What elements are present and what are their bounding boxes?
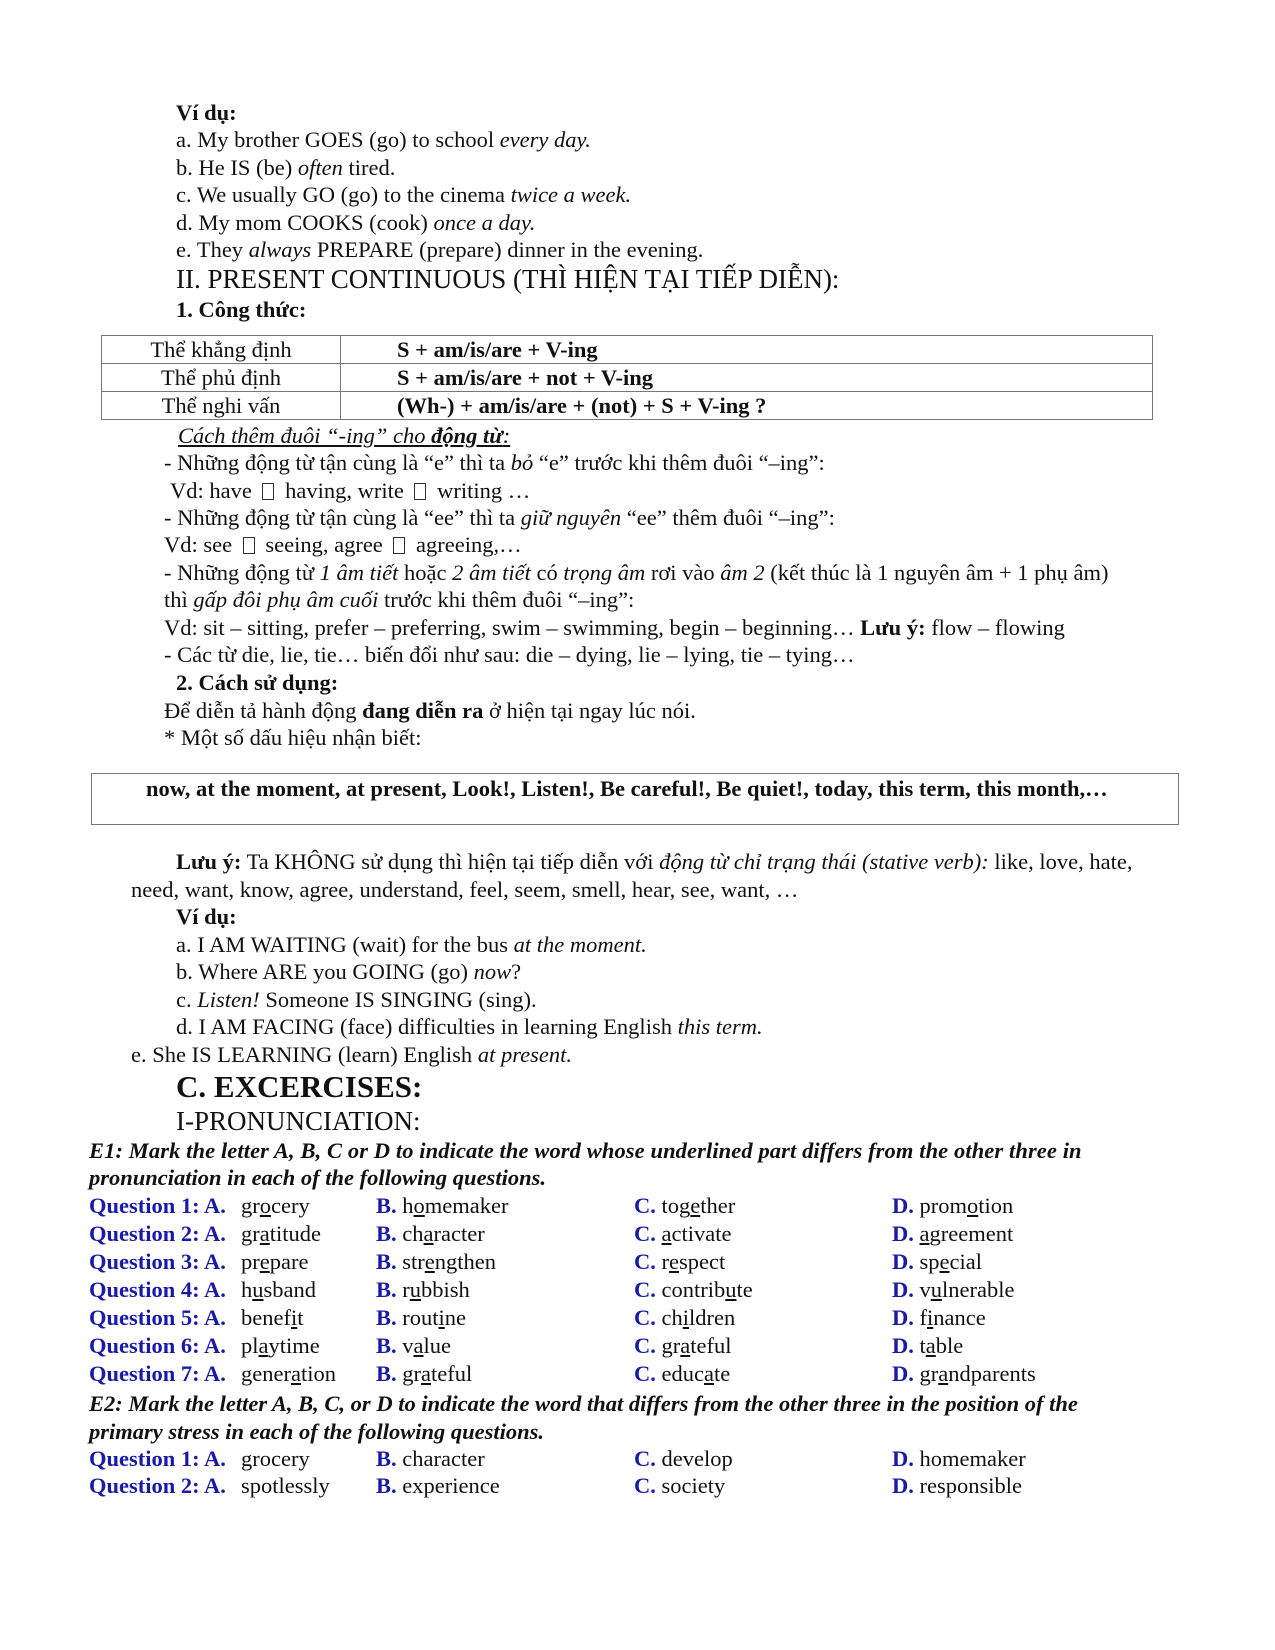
option-word: grandparents xyxy=(919,1361,1036,1386)
option-word: grocery xyxy=(241,1446,310,1471)
formula-table xyxy=(101,335,1153,420)
option-word: responsible xyxy=(919,1473,1022,1498)
stative-note-cont: need, want, know, agree, understand, feel, seem, smell, hear, see, want, … xyxy=(131,877,799,902)
option-b xyxy=(376,1445,485,1473)
option-word: prepare xyxy=(241,1249,309,1274)
ing-rule-2-example: Vd: see seeing, agree agreeing,… xyxy=(164,532,522,557)
pc-example-a: a. I AM WAITING (wait) for the bus at the moment. xyxy=(176,932,647,957)
option-letter: B. xyxy=(376,1249,403,1274)
example-e: e. They always PREPARE (prepare) dinner in the evening. xyxy=(176,237,704,262)
section-heading: II. PRESENT CONTINUOUS (THÌ HIỆN TẠI TIẾP DIỄN): xyxy=(176,264,840,294)
formula-kind: Thể nghi vấn xyxy=(102,392,341,420)
option-letter: D. xyxy=(892,1305,920,1330)
option-b xyxy=(376,1472,500,1500)
option-word: educate xyxy=(661,1361,731,1386)
option-c xyxy=(634,1472,725,1500)
pc-example-c: c. Listen! Someone IS SINGING (sing). xyxy=(176,987,537,1012)
option-word: promotion xyxy=(919,1193,1014,1218)
examples-title: Ví dụ: xyxy=(176,100,237,125)
option-word: benefit xyxy=(241,1305,304,1330)
option-a xyxy=(241,1360,336,1388)
option-word: society xyxy=(661,1473,726,1498)
ing-rules-title: Cách thêm đuôi “-ing” cho động từ: xyxy=(178,423,511,448)
arrow-placeholder-icon xyxy=(243,537,255,554)
option-letter: C. xyxy=(634,1333,662,1358)
option-word: respect xyxy=(661,1249,726,1274)
option-a xyxy=(241,1220,321,1248)
option-letter: D. xyxy=(892,1473,920,1498)
option-b xyxy=(376,1276,470,1304)
option-word: generation xyxy=(241,1361,336,1386)
table-row xyxy=(102,392,1153,420)
option-c xyxy=(634,1332,731,1360)
option-word: playtime xyxy=(241,1333,320,1358)
option-word: homemaker xyxy=(402,1193,509,1218)
option-d xyxy=(892,1445,1026,1473)
ing-rule-3b: thì gấp đôi phụ âm cuối trước khi thêm đuôi “–ing”: xyxy=(164,587,635,612)
option-d xyxy=(892,1304,986,1332)
question-label: Question 2: A. xyxy=(89,1221,226,1246)
option-letter: C. xyxy=(634,1305,662,1330)
option-word: special xyxy=(919,1249,982,1274)
option-d xyxy=(892,1220,1013,1248)
option-letter: D. xyxy=(892,1361,920,1386)
formula-kind: Thể khẳng định xyxy=(102,336,341,364)
option-word: strengthen xyxy=(402,1249,497,1274)
e2-instruction-2: primary stress in each of the following questions. xyxy=(89,1419,545,1444)
question-label: Question 2: A. xyxy=(89,1473,226,1498)
formula-title: 1. Công thức: xyxy=(176,297,307,322)
formula-kind: Thể phủ định xyxy=(102,364,341,392)
option-d xyxy=(892,1248,982,1276)
option-word: together xyxy=(661,1193,736,1218)
option-c xyxy=(634,1445,733,1473)
option-letter: B. xyxy=(376,1221,403,1246)
pronunciation-subheading: I-PRONUNCIATION: xyxy=(176,1106,421,1136)
pc-example-d: d. I AM FACING (face) difficulties in learning English this term. xyxy=(176,1014,763,1039)
option-letter: B. xyxy=(376,1473,403,1498)
arrow-placeholder-icon xyxy=(393,537,405,554)
option-word: husband xyxy=(241,1277,316,1302)
option-word: contribute xyxy=(661,1277,753,1302)
option-a xyxy=(241,1192,310,1220)
option-b xyxy=(376,1332,451,1360)
option-a xyxy=(241,1332,320,1360)
option-word: vulnerable xyxy=(919,1277,1015,1302)
signal-words: now, at the moment, at present, Look!, Listen!, Be careful!, Be quiet!, today, this term, this month,… xyxy=(146,776,1108,801)
pc-example-b: b. Where ARE you GOING (go) now? xyxy=(176,959,522,984)
option-d xyxy=(892,1276,1014,1304)
option-d xyxy=(892,1360,1036,1388)
option-word: character xyxy=(402,1446,485,1471)
arrow-placeholder-icon xyxy=(414,483,426,500)
option-word: children xyxy=(661,1305,736,1330)
option-word: agreement xyxy=(919,1221,1014,1246)
signs-title: * Một số dấu hiệu nhận biết: xyxy=(164,725,422,750)
option-b xyxy=(376,1220,485,1248)
option-a xyxy=(241,1445,310,1473)
question-label: Question 7: A. xyxy=(89,1361,226,1386)
option-d xyxy=(892,1472,1022,1500)
ing-rule-3: - Những động từ 1 âm tiết hoặc 2 âm tiết có trọng âm rơi vào âm 2 (kết thúc là 1 nguyên âm + 1 phụ âm) xyxy=(164,560,1109,585)
option-word: grocery xyxy=(241,1193,310,1218)
ing-rule-1-example: Vd: have having, write writing … xyxy=(170,478,531,503)
option-word: table xyxy=(919,1333,964,1358)
option-b xyxy=(376,1304,466,1332)
option-letter: B. xyxy=(376,1305,403,1330)
examples-title-2: Ví dụ: xyxy=(176,904,237,929)
option-b xyxy=(376,1248,496,1276)
option-word: grateful xyxy=(661,1333,732,1358)
option-word: value xyxy=(402,1333,452,1358)
e1-instruction-2: pronunciation in each of the following questions. xyxy=(89,1165,546,1190)
example-d: d. My mom COOKS (cook) once a day. xyxy=(176,210,536,235)
option-a xyxy=(241,1276,316,1304)
question-label: Question 1: A. xyxy=(89,1446,226,1471)
option-letter: B. xyxy=(376,1333,403,1358)
option-letter: C. xyxy=(634,1361,662,1386)
option-letter: B. xyxy=(376,1446,403,1471)
option-letter: C. xyxy=(634,1446,662,1471)
e2-instruction: E2: Mark the letter A, B, C, or D to indicate the word that differs from the other three in the position of the xyxy=(89,1391,1078,1416)
option-letter: B. xyxy=(376,1361,403,1386)
question-label: Question 1: A. xyxy=(89,1193,226,1218)
question-label: Question 6: A. xyxy=(89,1333,226,1358)
ing-rule-3-example: Vd: sit – sitting, prefer – preferring, swim – swimming, begin – beginning… Lưu ý: flow – flowing xyxy=(164,615,1065,640)
option-letter: D. xyxy=(892,1277,920,1302)
option-a xyxy=(241,1304,304,1332)
option-letter: D. xyxy=(892,1446,920,1471)
ing-rule-4: - Các từ die, lie, tie… biến đổi như sau: die – dying, lie – lying, tie – tying… xyxy=(164,642,855,667)
option-b xyxy=(376,1192,508,1220)
signal-words-box xyxy=(91,773,1179,825)
stative-note: Lưu ý: Ta KHÔNG sử dụng thì hiện tại tiếp diễn với động từ chỉ trạng thái (stative verb): like, love, hate, xyxy=(176,849,1133,874)
question-label: Question 5: A. xyxy=(89,1305,226,1330)
option-letter: D. xyxy=(892,1193,920,1218)
option-b xyxy=(376,1360,472,1388)
option-word: routine xyxy=(402,1305,467,1330)
option-word: spotlessly xyxy=(241,1473,330,1498)
formula-form: S + am/is/are + V-ing xyxy=(341,336,1153,364)
exercises-heading: C. EXCERCISES: xyxy=(176,1069,423,1104)
option-word: develop xyxy=(661,1446,733,1471)
option-word: gratitude xyxy=(241,1221,321,1246)
e1-instruction xyxy=(89,1137,1082,1165)
formula-form: (Wh-) + am/is/are + (not) + S + V-ing ? xyxy=(341,392,1153,420)
table-row xyxy=(102,364,1153,392)
option-letter: B. xyxy=(376,1277,403,1302)
option-c xyxy=(634,1360,730,1388)
option-word: homemaker xyxy=(919,1446,1026,1471)
option-letter: B. xyxy=(376,1193,403,1218)
usage-text: Để diễn tả hành động đang diễn ra ở hiện tại ngay lúc nói. xyxy=(164,698,696,723)
option-letter: C. xyxy=(634,1221,662,1246)
e1-line-1: E1: Mark the letter A, B, C or D to indicate the word whose underlined part differs from the other three in xyxy=(89,1138,1082,1163)
option-word: finance xyxy=(919,1305,986,1330)
pc-example-e: e. She IS LEARNING (learn) English at present. xyxy=(131,1042,572,1067)
option-letter: C. xyxy=(634,1193,662,1218)
ing-rule-1: - Những động từ tận cùng là “e” thì ta bỏ “e” trước khi thêm đuôi “–ing”: xyxy=(164,450,825,475)
ing-rule-2: - Những động từ tận cùng là “ee” thì ta giữ nguyên “ee” thêm đuôi “–ing”: xyxy=(164,505,835,530)
option-word: rubbish xyxy=(402,1277,470,1302)
question-label: Question 3: A. xyxy=(89,1249,226,1274)
question-label: Question 4: A. xyxy=(89,1277,226,1302)
table-row xyxy=(102,336,1153,364)
example-a: a. My brother GOES (go) to school every day. xyxy=(176,127,591,152)
option-c xyxy=(634,1220,731,1248)
option-c xyxy=(634,1192,735,1220)
option-d xyxy=(892,1332,963,1360)
option-a xyxy=(241,1248,308,1276)
formula-form: S + am/is/are + not + V-ing xyxy=(341,364,1153,392)
option-c xyxy=(634,1276,753,1304)
option-c xyxy=(634,1304,735,1332)
option-a xyxy=(241,1472,330,1500)
option-c xyxy=(634,1248,725,1276)
option-word: activate xyxy=(661,1221,732,1246)
example-b: b. He IS (be) often tired. xyxy=(176,155,396,180)
option-letter: C. xyxy=(634,1249,662,1274)
option-word: experience xyxy=(402,1473,500,1498)
example-c: c. We usually GO (go) to the cinema twice a week. xyxy=(176,182,632,207)
option-word: character xyxy=(402,1221,485,1246)
usage-title: 2. Cách sử dụng: xyxy=(176,670,339,695)
option-letter: D. xyxy=(892,1221,920,1246)
option-word: grateful xyxy=(402,1361,473,1386)
option-letter: C. xyxy=(634,1473,662,1498)
option-letter: D. xyxy=(892,1249,920,1274)
arrow-placeholder-icon xyxy=(262,483,274,500)
option-letter: C. xyxy=(634,1277,662,1302)
option-d xyxy=(892,1192,1013,1220)
option-letter: D. xyxy=(892,1333,920,1358)
